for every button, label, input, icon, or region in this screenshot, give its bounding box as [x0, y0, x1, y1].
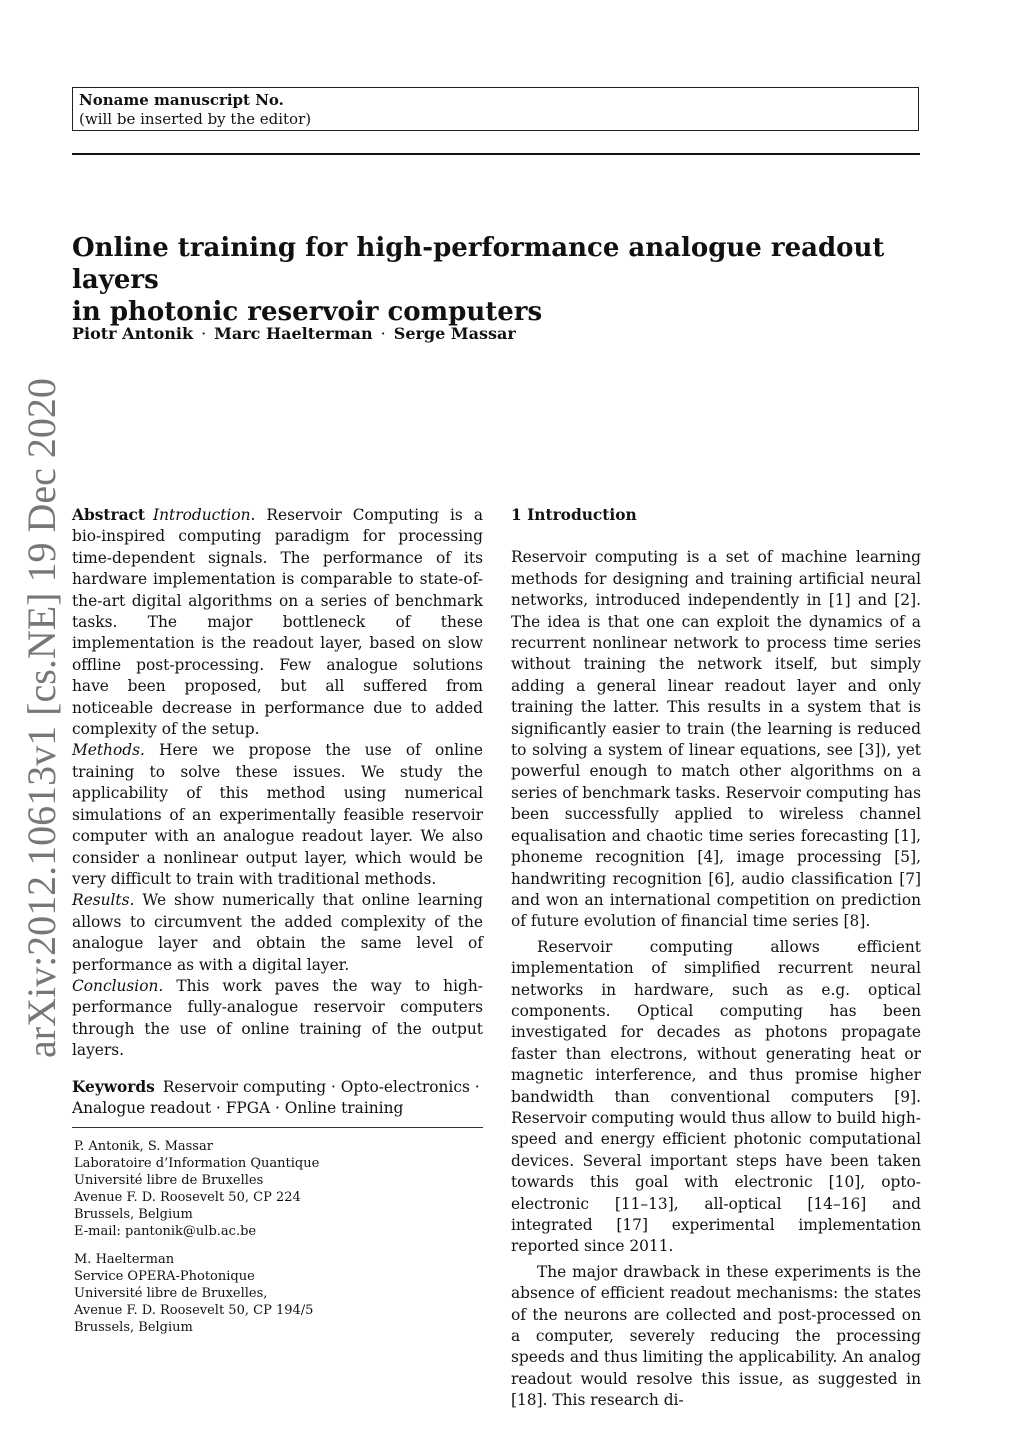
abstract-methods: [72, 740, 483, 890]
intro-paragraph: Reservoir computing allows efficient implementation of simplified recurrent neural networks in hardware, such as e.g. optical components. Optical computing has been investigated for decades as photons propagate faster than electrons, without generating heat or magnetic interference, and thus promise higher bandwidth than conventional computers [9]. Reservoir computing would thus allow to build high-speed and energy efficient photonic computational devices. Several important steps have been taken towards this goal with electronic [10], opto-electronic [11–13], all-optical [14–16] and integrated [17] experimental implementation reported since 2011.: [511, 937, 921, 1256]
header-rule: [72, 153, 920, 155]
keywords: [72, 1077, 483, 1120]
intro-paragraph: Reservoir computing is a set of machine learning methods for designing and training artificial neural networks, introduced independently in [1] and [2]. The idea is that one can exploit the dynamics of a recurrent nonlinear network to process time series without training the network itself, but simply adding a general linear readout layer and only training the latter. This results in a system that is significantly easier to train (the learning is reduced to solving a system of linear equations, see [3]), yet powerful enough to match other algorithms on a series of benchmark tasks. Reservoir computing has been successfully applied to wireless channel equalisation and chaotic time series forecasting [1], phoneme recognition [4], image processing [5], handwriting recognition [6], audio classification [7] and won an international competition on prediction of future evolution of financial time series [8].: [511, 548, 921, 931]
affiliation-line: Brussels, Belgium: [74, 1320, 193, 1336]
section-heading: 1 Introduction: [511, 506, 637, 524]
affiliation-block: [72, 1138, 483, 1240]
abstract-intro-text: Reservoir Computing is a bio-inspired computing paradigm for processing time-dependent signals. The performance of its hardware implementation is comparable to state-of-the-art digital algorithms on a series of benchmark tasks. The major bottleneck of these implementation is the readout layer, based on slow offline post-processing. Few analogue solutions have been proposed, but all suffered from noticeable decrease in performance due to added complexity of the setup.: [72, 506, 483, 739]
footnote-rule: [72, 1127, 483, 1128]
editor-note: (will be inserted by the editor): [79, 110, 312, 128]
abstract-methods-label: Methods.: [72, 741, 145, 760]
editor-note-box: [72, 87, 919, 131]
abstract-results-label: Results.: [72, 891, 135, 910]
author-list: [72, 324, 516, 343]
affiliation-line: Laboratoire d’Information Quantique: [74, 1156, 320, 1172]
affiliation-block: [72, 1251, 483, 1336]
author-separator: ·: [201, 324, 207, 343]
abstract-conclusion-label: Conclusion.: [72, 976, 164, 995]
paper-title: [72, 232, 932, 328]
affiliation-line: Université libre de Bruxelles: [74, 1173, 264, 1189]
author-name: Marc Haelterman: [214, 324, 373, 343]
manuscript-number: Noname manuscript No.: [79, 91, 284, 109]
keywords-text: Reservoir computing · Opto-electronics · Analogue readout · FPGA · Online training: [72, 1077, 480, 1117]
abstract-results: [72, 890, 483, 976]
arxiv-identifier: arXiv:2012.10613v1 [cs.NE] 19 Dec 2020: [19, 378, 64, 1058]
author-name: Piotr Antonik: [72, 324, 194, 343]
affiliation-line: Avenue F. D. Roosevelt 50, CP 194/5: [74, 1303, 314, 1319]
author-name: Serge Massar: [393, 324, 516, 343]
abstract-label: Abstract: [72, 506, 146, 524]
abstract-intro-label: Introduction.: [153, 506, 256, 524]
abstract-conclusion: [72, 976, 483, 1062]
affiliation-line: Université libre de Bruxelles,: [74, 1286, 268, 1302]
affiliation-line: P. Antonik, S. Massar: [74, 1139, 213, 1155]
affiliation-line: Avenue F. D. Roosevelt 50, CP 224: [74, 1190, 301, 1206]
affiliation-email: E-mail: pantonik@ulb.ac.be: [74, 1224, 257, 1240]
intro-paragraph: The major drawback in these experiments is the absence of efficient readout mechanisms: the states of the neurons are collected and post-processed on a computer, severely reducing the processing speeds and thus limiting the applicability. An analog readout would resolve this issue, as suggested in [18]. This research di-: [511, 1262, 921, 1410]
abstract-intro: [72, 505, 483, 740]
keywords-label: Keywords: [72, 1077, 155, 1096]
affiliation-line: Brussels, Belgium: [74, 1207, 193, 1223]
title-line-2: in photonic reservoir computers: [72, 297, 543, 327]
author-separator: ·: [380, 324, 386, 343]
title-line-1: Online training for high-performance analogue readout layers: [72, 233, 885, 295]
affiliation-line: Service OPERA-Photonique: [74, 1269, 255, 1285]
abstract-conclusion-text: This work paves the way to high-performance fully-analogue reservoir computers through the use of online training of the output layers.: [72, 976, 483, 1060]
right-column: [511, 505, 921, 1412]
abstract-methods-text: Here we propose the use of online training to solve these issues. We study the applicability of this method using numerical simulations of an experimentally feasible reservoir computer with an analogue readout layer. We also consider a nonlinear output layer, which would be very difficult to train with traditional methods.: [72, 741, 483, 888]
left-column: [72, 505, 483, 1336]
affiliation-line: M. Haelterman: [74, 1252, 175, 1268]
abstract-results-text: We show numerically that online learning allows to circumvent the added complexity of the analogue layer and obtain the same level of performance as with a digital layer.: [72, 891, 483, 974]
